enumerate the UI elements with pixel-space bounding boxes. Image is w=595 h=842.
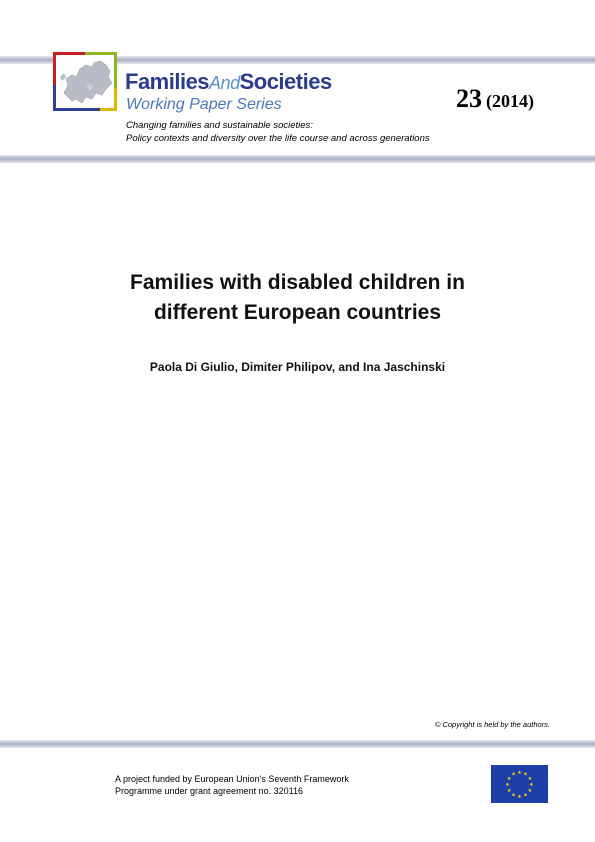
tagline-line1: Changing families and sustainable societies:: [126, 120, 313, 131]
eu-star-icon: ★: [527, 776, 533, 782]
header-band-bottom: [0, 155, 595, 163]
eu-star-icon: ★: [506, 788, 512, 794]
eu-star-icon: ★: [517, 794, 522, 800]
eu-star-icon: ★: [529, 782, 534, 788]
authors: Paola Di Giulio, Dimiter Philipov, and Ina Jaschinski: [149, 360, 446, 374]
europe-map-icon: [56, 55, 114, 108]
logo-border-red: [53, 52, 85, 55]
paper-title-line2: different European countries: [153, 301, 442, 324]
europe-map-logo: [53, 52, 117, 111]
funding-line1: A project funded by European Union's Seventh Framework: [115, 774, 349, 784]
brand-families: Families: [125, 69, 210, 94]
issue-year: (2014): [486, 91, 534, 111]
issue-label: [456, 84, 534, 114]
eu-flag-icon: [491, 765, 548, 803]
brand-and: And: [209, 73, 240, 93]
eu-star-icon: ★: [527, 788, 533, 794]
eu-star-icon: ★: [517, 770, 522, 776]
footer-band: [0, 740, 595, 748]
eu-star-icon: ★: [505, 782, 510, 788]
logo-border-blue: [53, 85, 56, 111]
copyright-note: © Copyright is held by the authors.: [434, 720, 550, 729]
eu-star-icon: ★: [523, 771, 528, 778]
brand-societies: Societies: [239, 69, 332, 94]
funding-line2: Programme under grant agreement no. 320116: [115, 786, 303, 796]
logo-border-yellow-bottom: [100, 108, 117, 111]
issue-number: 23: [456, 84, 482, 113]
tagline-line2: Policy contexts and diversity over the life course and across generations: [126, 133, 430, 144]
paper-title: [0, 268, 595, 328]
eu-star-icon: ★: [506, 776, 512, 782]
eu-star-icon: ★: [511, 792, 516, 799]
funding-statement: [115, 773, 349, 797]
brand-title: [125, 70, 332, 95]
series-name: Working Paper Series: [126, 96, 282, 113]
tagline: [126, 119, 430, 145]
eu-stars: [491, 765, 548, 803]
eu-star-icon: ★: [511, 771, 516, 778]
paper-title-line1: Families with disabled children in: [130, 271, 465, 294]
eu-star-icon: ★: [523, 792, 528, 799]
